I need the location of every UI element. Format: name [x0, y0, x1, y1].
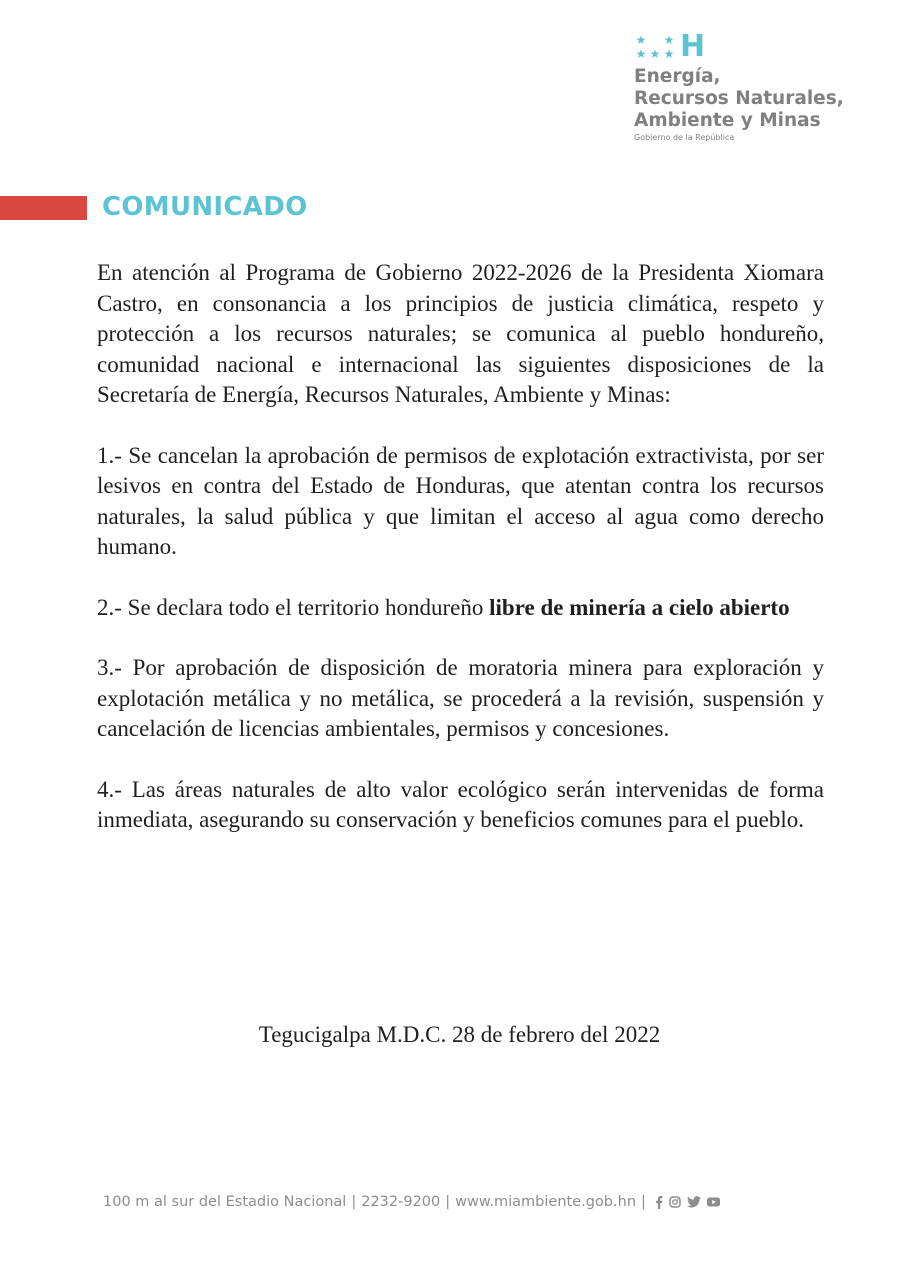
footer-website[interactable]: www.miambiente.gob.hn	[455, 1194, 637, 1210]
logo-h-letter: H	[680, 29, 706, 64]
facebook-icon[interactable]	[655, 1196, 663, 1209]
twitter-icon[interactable]	[687, 1196, 701, 1208]
footer-separator: |	[641, 1194, 646, 1210]
item-2-bold-text: libre de minería a cielo abierto	[489, 594, 790, 620]
social-icons	[655, 1196, 720, 1209]
footer	[103, 1194, 720, 1210]
heading-accent-bar	[0, 196, 87, 220]
item-3-paragraph: 3.- Por aprobación de disposición de moratoria minera para exploración y explotación metálica y no metálica, se procederá a la revisión, suspensión y cancelación de licencias ambientales, permisos y concesiones.	[97, 655, 824, 741]
item-2-paragraph	[97, 593, 824, 624]
item-1-paragraph: 1.- Se cancelan la aprobación de permisos de explotación extractivista, por ser lesivos en contra del Estado de Honduras, que atentan contra los recursos naturales, la salud pública y que limitan el acceso al agua como derecho humano.	[97, 442, 824, 559]
item-2-text: 2.- Se declara todo el territorio hondureño	[97, 594, 490, 620]
logo-stars-icon: ★ ★ ★ ★ ★	[635, 33, 675, 61]
page-title: COMUNICADO	[102, 192, 308, 222]
logo-subtitle: Gobierno de la República	[634, 133, 735, 142]
logo-mark	[634, 30, 894, 64]
item-4-paragraph: 4.- Las áreas naturales de alto valor ecológico serán intervenidas de forma inmediata, asegurando su conservación y beneficios comunes para el pueblo.	[97, 776, 824, 832]
footer-phone: 2232-9200	[361, 1194, 441, 1210]
footer-address: 100 m al sur del Estadio Nacional	[103, 1194, 347, 1210]
logo-title-line: Recursos Naturales,	[634, 88, 844, 109]
communique-body	[97, 258, 824, 866]
footer-separator: |	[351, 1194, 357, 1210]
logo-title-line: Ambiente y Minas	[634, 110, 821, 131]
date-line: Tegucigalpa M.D.C. 28 de febrero del 2022	[258, 1022, 661, 1047]
logo-title-line: Energía,	[634, 66, 721, 87]
ministry-logo	[634, 30, 894, 142]
intro-paragraph: En atención al Programa de Gobierno 2022-2026 de la Presidenta Xiomara Castro, en consonancia a los principios de justicia climática, respeto y protección a los recursos naturales; se comunica al pueblo hondureño, comunidad nacional e internacional las siguientes disposiciones de la Secretaría de Energía, Recursos Naturales, Ambiente y Minas:	[97, 260, 824, 407]
instagram-icon[interactable]	[669, 1196, 681, 1208]
logo-title	[634, 66, 894, 132]
youtube-icon[interactable]	[707, 1197, 720, 1207]
footer-separator: |	[445, 1194, 451, 1210]
